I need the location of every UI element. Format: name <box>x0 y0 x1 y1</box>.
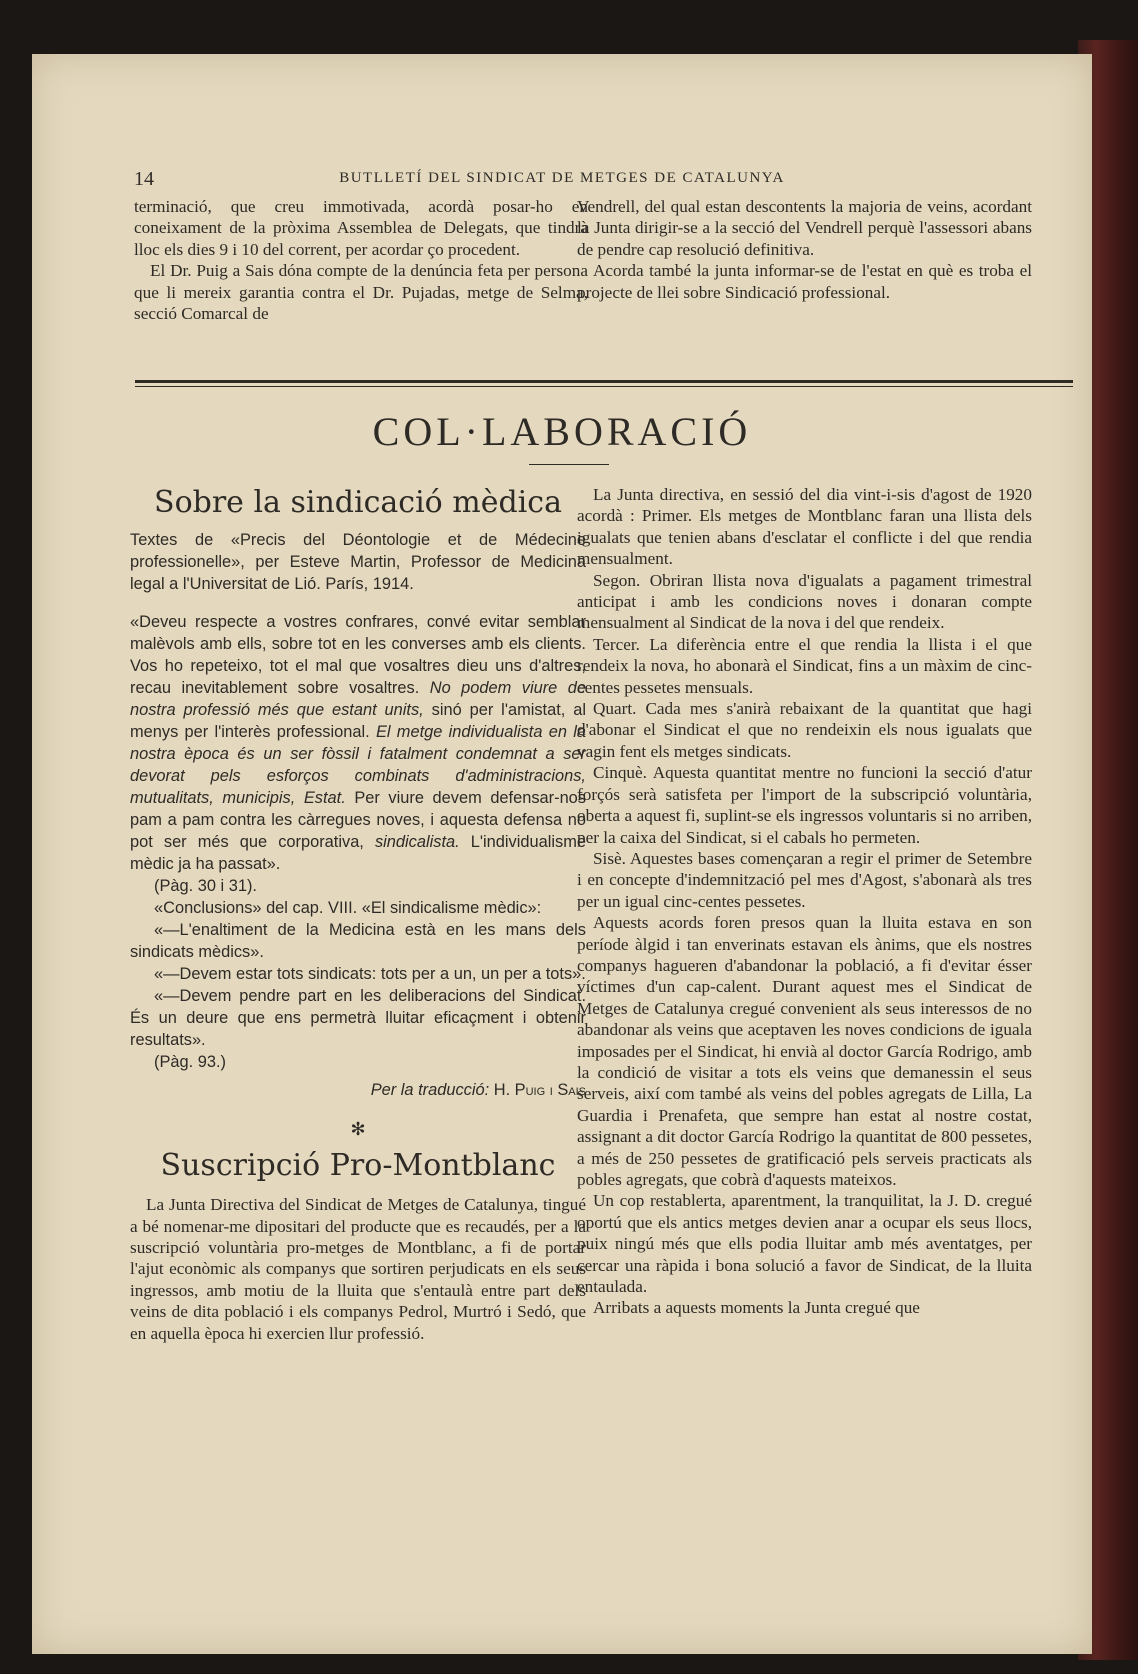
paragraph: Aquests acords foren presos quan la lluita estava en son període àlgid i tan enverinats estavan els ànims, que els nostres companys hagueren d'abandonar la població, a fi d'evitar ésser víctimes d'un cap-calent. Durant aquest mes el Sindicat de Metges de Catalunya cregué convenient als seus interessos de no abandonar als veins que aceptaven les noves condicions de iguala imposades per el Sindicat, hi envià al doctor García Rodrigo, amb la condició de visitar a tots els veins que demanessin el seus serveis, així com també als veins del pobles agregats de Lilla, La Guardia i Prenafeta, que sempre han estat al nostre costat, assignant a dit doctor García Rodrigo la quantitat de 800 pessetes, a més de 250 pessetes de gratificació pels serveis practicats als pobles agregats, que cobrà d'aquests mateixos. <box>577 913 1032 1189</box>
paragraph: El Dr. Puig a Sais dóna compte de la denúncia feta per persona que li mereix garantia contra el Dr. Pujadas, metge de Selma, secció Comarcal de <box>134 261 588 324</box>
paragraph: Tercer. La diferència entre el que rendia la llista i el que rendeix la nova, ho abonarà el Sindicat, fins a un màxim de cinc-centes pessetes mensuals. <box>577 634 1032 697</box>
translator-name: H. Puig i Sais <box>493 1081 586 1100</box>
journal-page <box>32 54 1092 1654</box>
running-title: BUTLLETÍ DEL SINDICAT DE METGES DE CATALUNYA <box>339 170 785 186</box>
article-title: Suscripció Pro-Montblanc <box>160 1147 556 1183</box>
article-title: Sobre la sindicació mèdica <box>154 485 562 520</box>
quote-paragraph <box>130 611 586 875</box>
page-reference: (Pàg. 30 i 31). <box>154 877 257 896</box>
section-title-rule <box>529 464 609 465</box>
conclusion-item: «—L'enaltiment de la Medicina està en les mans dels sindicats mèdics». <box>130 921 586 962</box>
quote-italic: El metge individualista en la nostra època és un ser fòssil i fatalment condemnat a ser devorat pels esforços combinats d'administracions, mutualitats, municipis, Estat. <box>130 723 586 808</box>
top-right-column <box>577 196 1032 303</box>
conclusion-item: «—Devem estar tots sindicats: tots per a un, un per a tots». <box>154 965 586 984</box>
paragraph: Quart. Cada mes s'anirà rebaixant de la quantitat que hagi d'abonar el Sindicat el que no rendeixin els nous igualats que vagin fent els metges sindicats. <box>577 699 1032 761</box>
section-title: COL·LABORACIÓ <box>372 409 752 454</box>
translation-credit <box>130 1079 586 1101</box>
quote-text: Per viure devem defensar-nos pam a pam contra les càrregues noves, i aquesta defensa no pot ser més que corporativa, <box>130 789 586 852</box>
section-divider-thin <box>135 386 1073 387</box>
translation-label: Per la traducció: <box>370 1081 490 1100</box>
paragraph: Vendrell, del qual estan descontents la majoria de veins, acordant la Junta dirigir-se a la secció del Vendrell perquè l'assessori abans de pendre cap resolució definitiva. <box>577 197 1032 259</box>
paragraph: La Junta directiva, en sessió del dia vint-i-sis d'agost de 1920 acordà : Primer. Els metges de Montblanc faran una llista dels igualats que tenien abans d'esclatar el conflicte i del que rendia mensualment. <box>577 485 1032 569</box>
quote-italic: sindicalista. <box>374 833 460 852</box>
top-left-column <box>134 196 588 324</box>
paragraph: Sisè. Aquestes bases començaran a regir el primer de Setembre i en concepte d'indemnització pel mes d'Agost, s'abonarà als tres per un igual cinc-centes pessetes. <box>577 848 1032 911</box>
paragraph: Cinquè. Aquesta quantitat mentre no funcioni la secció d'atur forçós serà satisfeta per l'import de la subscripció voluntària, oberta a aquest fi, suplint-se els ingressos voluntaris si no arriben, per la caixa del Sindicat, si el cabals ho permeten. <box>577 763 1032 847</box>
article-source: Textes de «Precis del Déontologie et de Médecine professionelle», per Esteve Martin, Professor de Medicina legal a l'Universitat de Lió. París, 1914. <box>130 531 586 594</box>
paragraph: Segon. Obriran llista nova d'igualats a pagament trimestral anticipat i amb les condicions noves i donaran compte mensualment al Sindicat de la nova i del que rendeix. <box>577 570 1032 633</box>
paragraph: terminació, que creu immotivada, acordà posar-ho en coneixament de la pròxima Assemblea de Delegats, que tindrà lloc els dies 9 i 10 del corrent, per acordar ço procedent. <box>134 197 588 259</box>
quote-text: L'individualisme mèdic ja ha passat». <box>130 833 586 874</box>
quote-text: «Deveu respecte a vostres confrares, convé evitar semblar malèvols amb ells, sobre tot en les converses amb els clients. Vos ho repeteixo, tot el mal que vosaltres dieu uns d'altres, recau inevitablement sobre vosaltres. <box>130 613 586 698</box>
ornament-icon: ✻ <box>350 1119 366 1140</box>
article-body: La Junta Directiva del Sindicat de Metges de Catalunya, tingué a bé nomenar-me dipositari del producte que es recaudés, per a la suscripció voluntària pro-metges de Montblanc, a fi de portar l'ajut econòmic als companys que sortiren perjudicats en els seus ingressos, amb motiu de la lluita que s'entaulà entre part dels veins de dita població i els companys Pedrol, Murtró i Sedó, que en aquella època hi exercien llur professió. <box>130 1195 586 1343</box>
section-divider <box>135 380 1073 383</box>
conclusion-item: «—Devem pendre part en les deliberacions del Sindicat. És un deure que ens permetrà lluitar eficaçment i obtenir resultats». <box>130 987 586 1050</box>
page-reference: (Pàg. 93.) <box>154 1053 226 1072</box>
quote-italic: No podem viure de nostra professió més que estant units, <box>130 679 586 720</box>
right-column <box>577 484 1032 1319</box>
page-number: 14 <box>134 168 154 190</box>
conclusions-heading: «Conclusions» del cap. VIII. «El sindicalisme mèdic»: <box>154 899 542 918</box>
paragraph: Acorda també la junta informar-se de l'estat en què es troba el projecte de llei sobre Sindicació professional. <box>577 261 1032 302</box>
left-column <box>130 485 586 1344</box>
quote-text: sinó per l'amistat, al menys per l'interès professional. <box>130 701 586 742</box>
paragraph: Un cop restablerta, aparentment, la tranquilitat, la J. D. cregué oportú que els antics metges devien anar a ocupar els seus llocs, puix ningú més que ells podia lluitar amb més aventatges, per cercar una ràpida i bona solució a favor de Sindicat, de la lluita entaulada. <box>577 1191 1032 1297</box>
article-source-block <box>130 529 586 1101</box>
paragraph: Arribats a aquests moments la Junta cregué que <box>593 1298 920 1318</box>
